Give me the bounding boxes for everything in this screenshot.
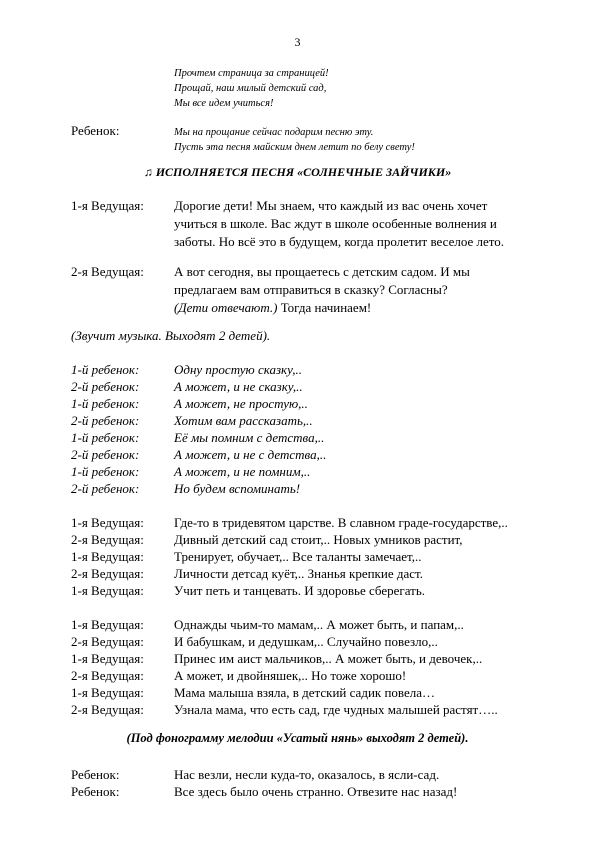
speaker-label: 1-й ребенок: [71, 464, 140, 479]
dialog-row [71, 531, 463, 548]
speech-text: Тогда начинаем! [277, 300, 372, 315]
speech-line [174, 299, 544, 317]
dialog-text: Одну простую сказку,.. [174, 362, 303, 377]
speaker-label: 2-й ребенок: [71, 447, 140, 462]
dialog-row [71, 582, 425, 599]
dialog-text: А может, и не сказку,.. [174, 379, 303, 394]
speaker-label: Ребенок: [71, 767, 120, 782]
speaker-label: 2-й ребенок: [71, 379, 140, 394]
dialog-row [71, 633, 438, 650]
speaker-label: 2-й ребенок: [71, 481, 140, 496]
dialog-text: А может, и не помним,.. [174, 464, 311, 479]
dialog-text: Тренирует, обучает,.. Все таланты замечает,.. [174, 549, 422, 564]
dialog-text: Узнала мама, что есть сад, где чудных малышей растят….. [174, 702, 498, 717]
dialog-text: Однажды чьим-то мамам,.. А может быть, и папам,.. [174, 617, 464, 632]
dialog-text: А может, не простую,.. [174, 396, 308, 411]
host1-speech [174, 197, 544, 251]
dialog-text: Хотим вам рассказать,.. [174, 413, 313, 428]
host2-speech [174, 263, 544, 317]
dialog-row [71, 463, 310, 480]
dialog-row [71, 667, 406, 684]
dialog-text: Но будем вспоминать! [174, 481, 301, 496]
dialog-row [71, 514, 508, 531]
speaker-label: 1-я Ведущая: [71, 583, 144, 598]
dialog-row [71, 650, 482, 667]
stage-direction: (Под фонограмму мелодии «Усатый нянь» выходят 2 детей). [126, 731, 469, 745]
poem-line: Прочтем страница за страницей! [174, 68, 329, 79]
dialog-text: Личности детсад куёт,.. Знанья крепкие даст. [174, 566, 423, 581]
speech-line: А вот сегодня, вы прощаетесь с детским садом. И мы [174, 264, 470, 279]
intro-poem [174, 66, 329, 111]
dialog-row [71, 684, 435, 701]
dialog-text: А может, и не с детства,.. [174, 447, 327, 462]
page-number: 3 [294, 35, 301, 49]
speaker-label: 1-я Ведущая: [71, 549, 144, 564]
child-speaker: Ребенок: [71, 123, 120, 138]
dialog-row [71, 378, 303, 395]
speech-line: предлагаем вам отправиться в сказку? Согласны? [174, 282, 448, 297]
speaker-label: 1-я Ведущая: [71, 651, 144, 666]
stage-note: (Дети отвечают.) [174, 300, 278, 315]
poem-line: Мы на прощание сейчас подарим песню эту. [174, 127, 374, 138]
dialog-text: Все здесь было очень странно. Отвезите нас назад! [174, 784, 458, 799]
poem-line: Мы все идем учиться! [174, 98, 274, 109]
dialog-text: Где-то в тридевятом царстве. В славном граде-государстве,.. [174, 515, 508, 530]
dialog-row [71, 480, 300, 497]
speaker-label: 2-й ребенок: [71, 413, 140, 428]
dialog-text: Нас везли, несли куда-то, оказалось, в ясли-сад. [174, 767, 440, 782]
speaker-label: 1-й ребенок: [71, 430, 140, 445]
dialog-row [71, 548, 422, 565]
poem-line: Прощай, наш милый детский сад, [174, 83, 327, 94]
dialog-text: Принес им аист мальчиков,.. А может быть, и девочек,.. [174, 651, 483, 666]
speaker-label: 2-я Ведущая: [71, 264, 144, 279]
speaker-label: 2-я Ведущая: [71, 532, 144, 547]
dialog-row [71, 446, 326, 463]
dialog-row [71, 616, 464, 633]
dialog-text: Её мы помним с детства,.. [174, 430, 325, 445]
dialog-row [71, 701, 498, 718]
dialog-row [71, 395, 308, 412]
speaker-label: 1-я Ведущая: [71, 685, 144, 700]
speaker-label: 2-я Ведущая: [71, 702, 144, 717]
speaker-label: 1-я Ведущая: [71, 515, 144, 530]
speech-line: Дорогие дети! Мы знаем, что каждый из вас очень хочет [174, 198, 488, 213]
speaker-label: 1-й ребенок: [71, 362, 140, 377]
dialog-row [71, 429, 324, 446]
dialog-text: Учит петь и танцевать. И здоровье сберегать. [174, 583, 426, 598]
poem-line: Пусть эта песня майским днем летит по белу свету! [174, 142, 415, 153]
dialog-row [71, 412, 313, 429]
dialog-text: А может, и двойняшек,.. Но тоже хорошо! [174, 668, 407, 683]
child-lines [174, 125, 415, 155]
dialog-row [71, 766, 439, 783]
speech-line: заботы. Но всё это в будущем, когда пролетит веселое лето. [174, 234, 505, 249]
dialog-row [71, 565, 423, 582]
speaker-label: Ребенок: [71, 784, 120, 799]
speech-line: учиться в школе. Вас ждут в школе особенные волнения и [174, 216, 497, 231]
dialog-text: Дивный детский сад стоит,.. Новых умников растит, [174, 532, 463, 547]
dialog-text: И бабушкам, и дедушкам,.. Случайно повезло,.. [174, 634, 438, 649]
dialog-row [71, 783, 457, 800]
song-title: ♫ ИСПОЛНЯЕТСЯ ПЕСНЯ «СОЛНЕЧНЫЕ ЗАЙЧИКИ» [143, 165, 452, 179]
speaker-label: 2-я Ведущая: [71, 668, 144, 683]
speaker-label: 2-я Ведущая: [71, 566, 144, 581]
dialog-row [71, 361, 302, 378]
speaker-label: 2-я Ведущая: [71, 634, 144, 649]
speaker-label: 1-я Ведущая: [71, 198, 144, 213]
dialog-text: Мама малыша взяла, в детский садик повела… [174, 685, 436, 700]
speaker-label: 1-й ребенок: [71, 396, 140, 411]
stage-direction: (Звучит музыка. Выходят 2 детей). [71, 328, 271, 343]
speaker-label: 1-я Ведущая: [71, 617, 144, 632]
